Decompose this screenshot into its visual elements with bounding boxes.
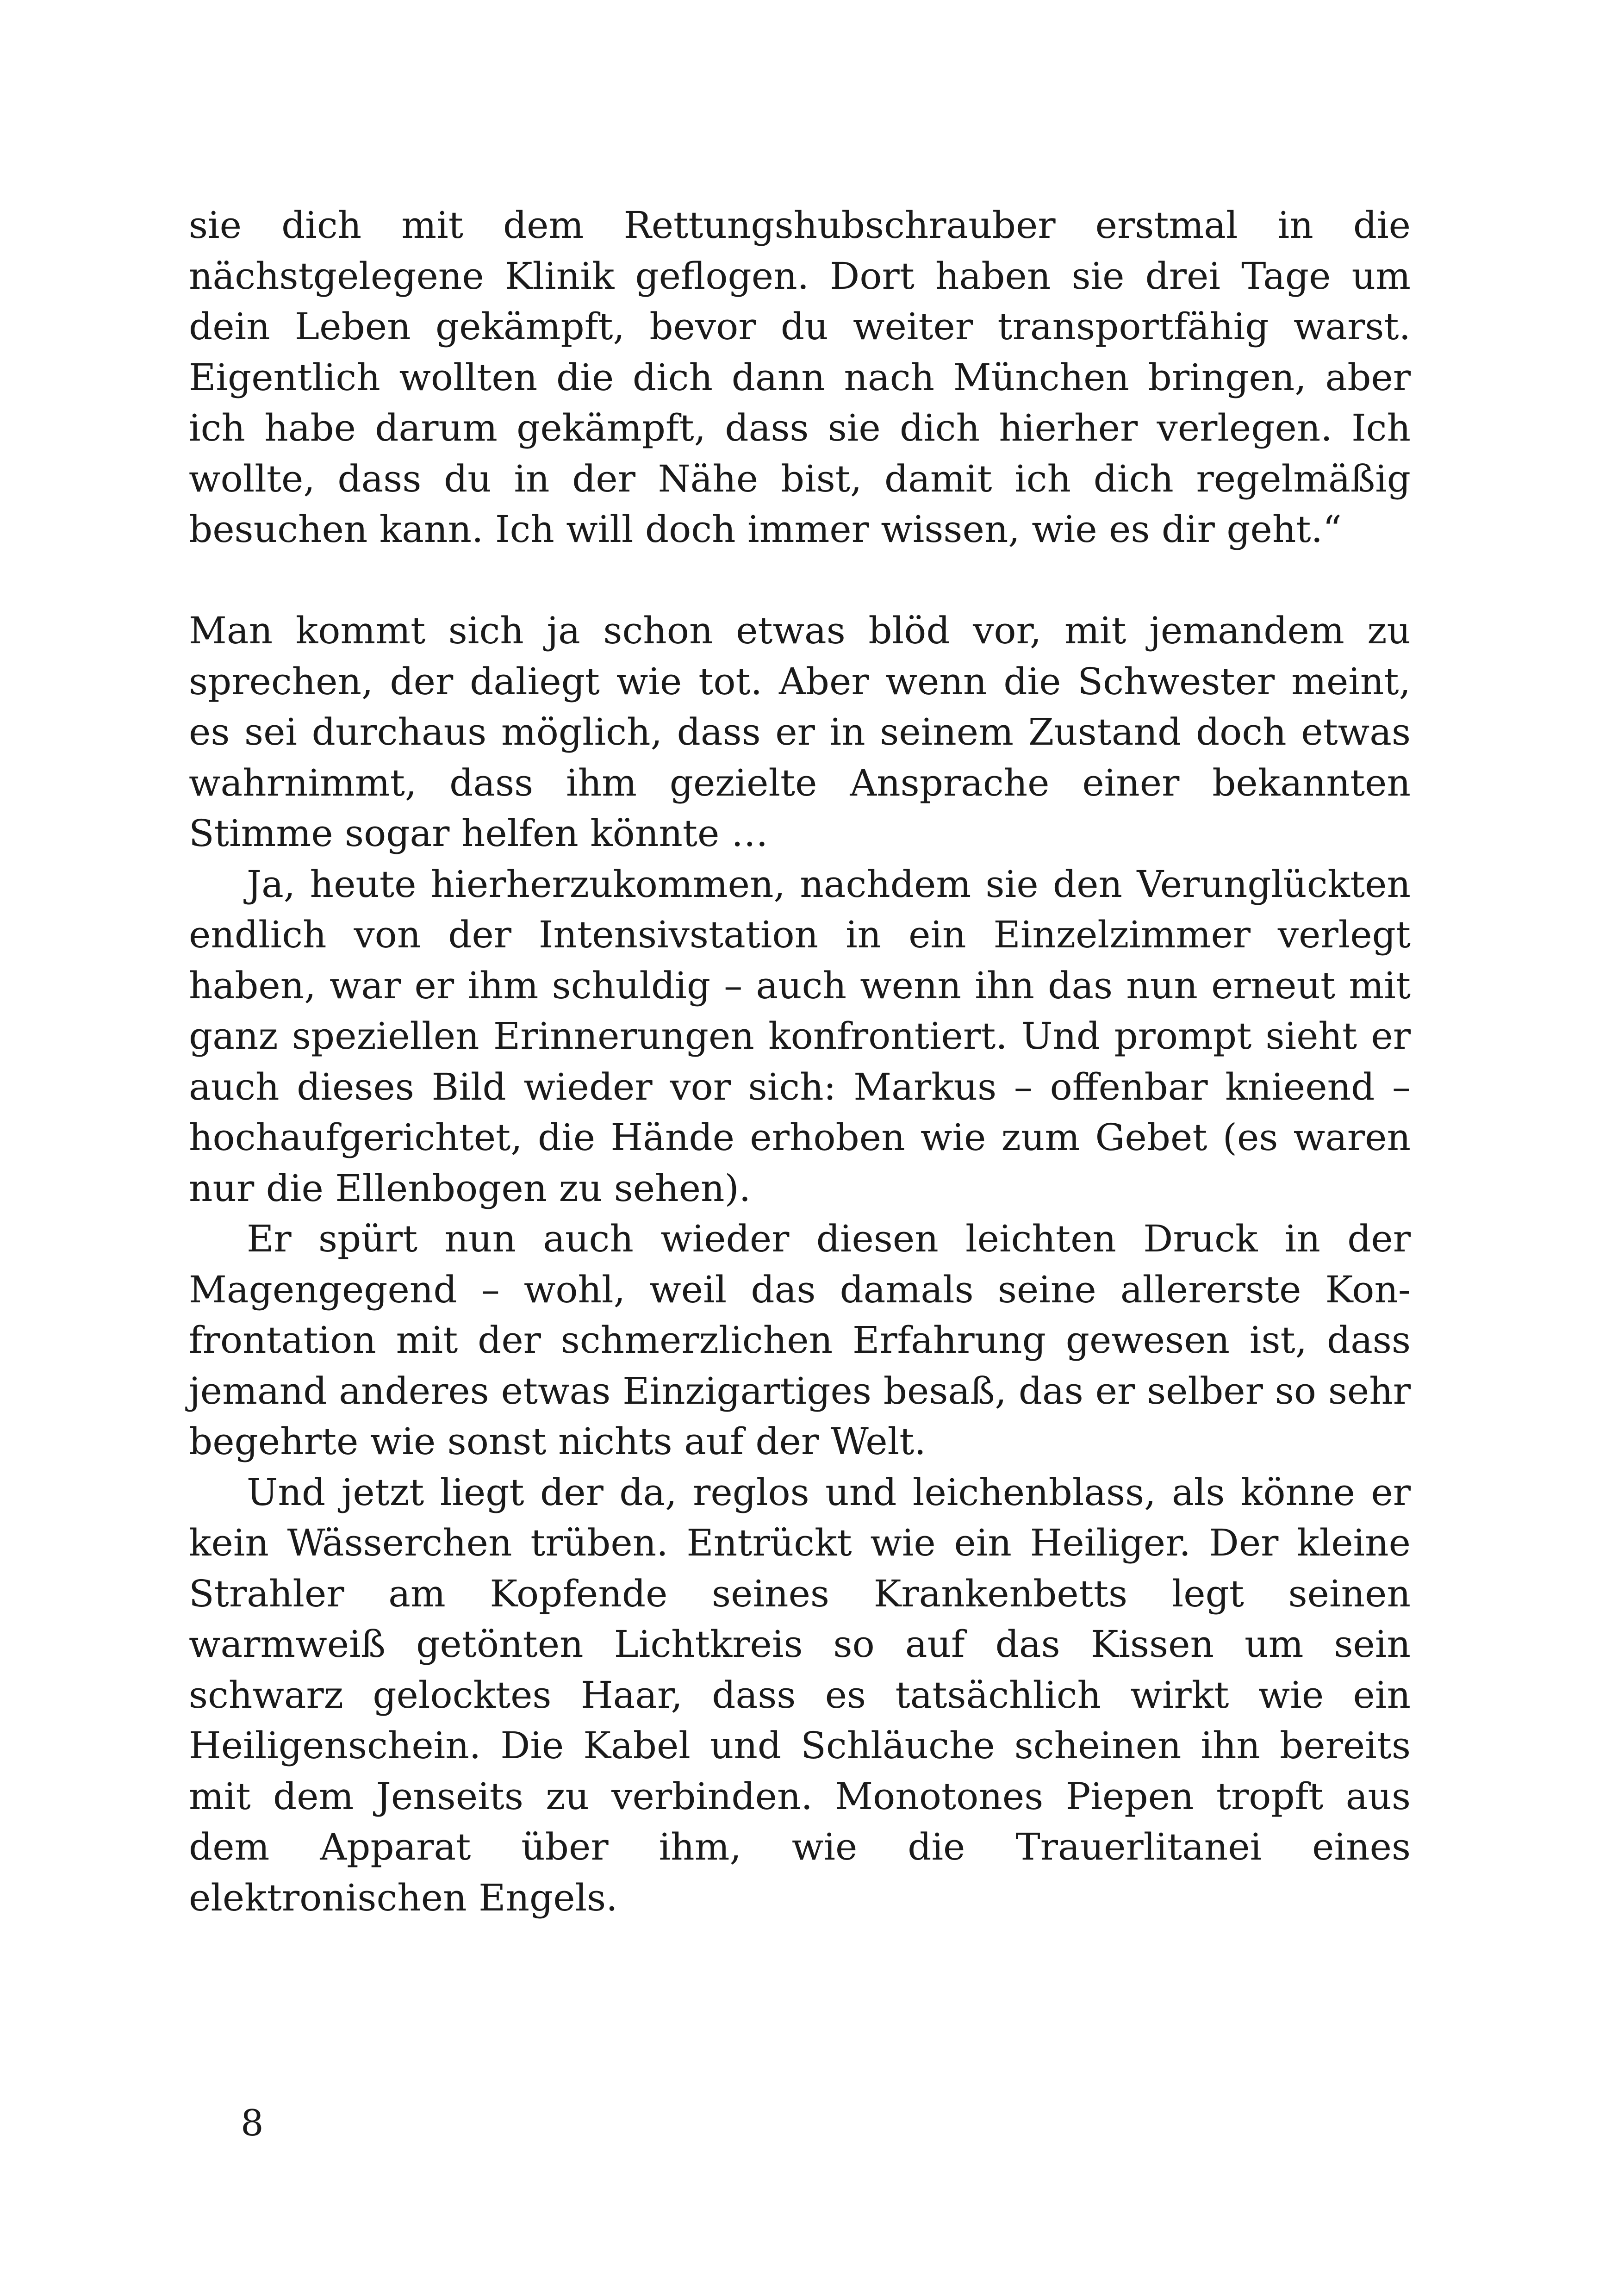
paragraph: sie dich mit dem Rettungshubschrauber erstmal in die nächstgelegene Klinik geflogen. Dort haben sie drei Tage um dein Leben gekämpft, bevor du weiter transportfähig warst. Eigentlich wollten die dich dann nach München bringen, aber ich habe darum gekämpft, dass sie dich hierher verlegen. Ich wollte, dass du in der Nähe bist, damit ich dich regelmäßig besuchen kann. Ich will doch immer wissen, wie es dir geht.“: [189, 204, 1411, 551]
paragraph: Man kommt sich ja schon etwas blöd vor, mit jemandem zu sprechen, der daliegt wie tot. Aber wenn die Schwester meint, es sei durchaus möglich, dass er in seinem Zustand doch etwas wahrnimmt, dass ihm gezielte Ansprache einer bekannten Stimme sogar helfen könnte …: [189, 609, 1411, 855]
page-number: 8: [241, 2103, 264, 2144]
paragraph: Ja, heute hierherzukommen, nachdem sie den Verunglückten endlich von der Intensivstation in ein Einzelzimmer verlegt haben, war er ihm schuldig – auch wenn ihn das nun erneut mit ganz speziellen Erinnerungen konfrontiert. Und prompt sieht er auch dieses Bild wieder vor sich: Markus – offenbar knieend – hochaufgerichtet, die Hände erhoben wie zum Gebet (es waren nur die Ellenbogen zu sehen).: [189, 862, 1411, 1210]
paragraph: Und jetzt liegt der da, reglos und leichenblass, als könne er kein Wässerchen trüben. Entrückt wie ein Heiliger. Der kleine Strahler am Kopfende seines Krankenbetts legt seinen warmweiß getönten Lichtkreis so auf das Kissen um sein schwarz gelocktes Haar, dass es tatsächlich wirkt wie ein Heiligenschein. Die Kabel und Schläuche scheinen ihn bereits mit dem Jenseits zu verbinden. Monotones Piepen tropft aus dem Apparat über ihm, wie die Trauerlitanei eines elektronischen Engels.: [189, 1470, 1411, 1919]
body-text: [189, 200, 1411, 1923]
paragraph: Er spürt nun auch wieder diesen leichten Druck in der Magengegend – wohl, weil das damals seine allererste Konfrontation mit der schmerzlichen Erfahrung gewesen ist, dass jemand anderes etwas Einzigartiges besaß, das er selber so sehr begehrte wie sonst nichts auf der Welt.: [189, 1217, 1411, 1463]
